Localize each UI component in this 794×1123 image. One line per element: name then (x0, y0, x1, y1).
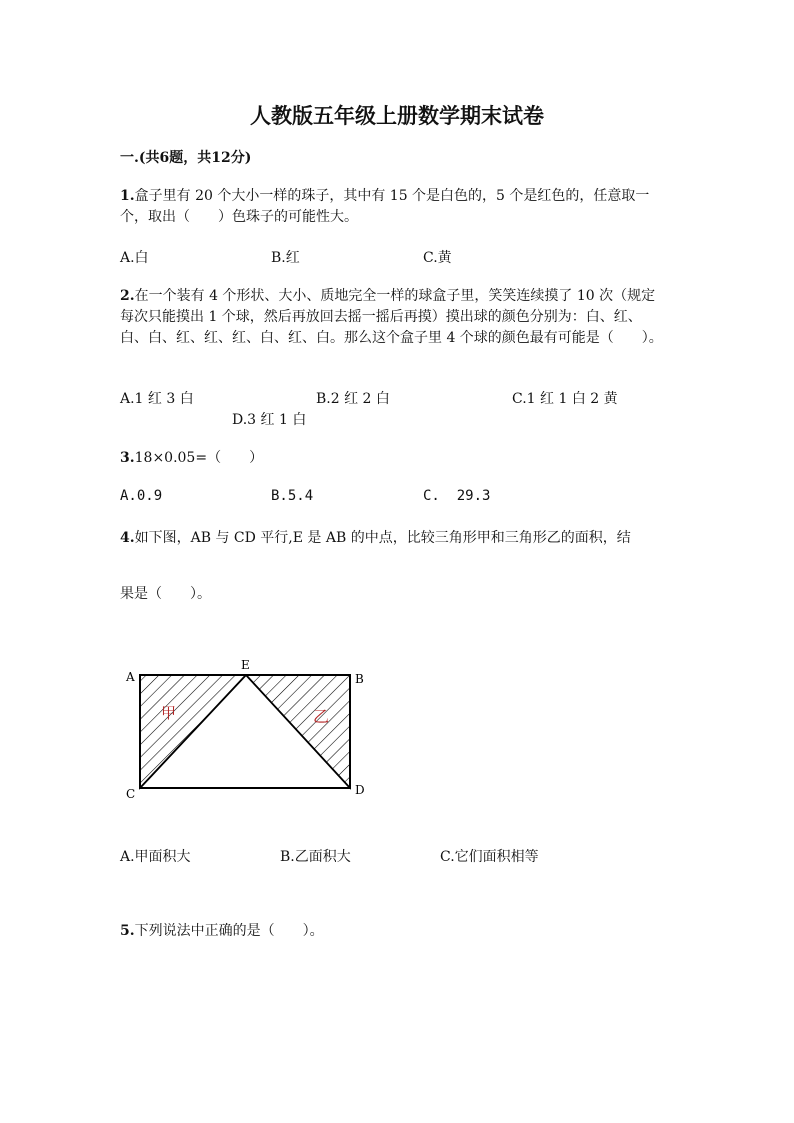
question-number: 1. (120, 188, 135, 204)
label-c: C (126, 787, 136, 801)
question-1 (120, 186, 668, 228)
option-b[interactable]: B.5.4 (271, 488, 314, 504)
question-text: 如下图，AB 与 CD 平行,E 是 AB 的中点，比较三角形甲和三角形乙的面积，结 (134, 530, 631, 546)
label-d: D (355, 783, 365, 797)
label-e: E (241, 658, 250, 672)
question-text: 18×0.05=（ ） (134, 450, 264, 466)
question-text: 盒子里有 20 个大小一样的珠子，其中有 15 个是白色的，5 个是红色的，任意取一个，取出（ ）色珠子的可能性大。 (120, 188, 650, 225)
label-yi: 乙 (313, 707, 330, 726)
geometry-figure (118, 652, 368, 807)
question-2 (120, 286, 668, 349)
question-text: 下列说法中正确的是（ ）。 (134, 923, 324, 939)
option-a[interactable]: A.1 红 3 白 (120, 391, 194, 407)
option-d[interactable]: D.3 红 1 白 (232, 412, 307, 428)
question-text: 在一个装有 4 个形状、大小、质地完全一样的球盒子里，笑笑连续摸了 10 次（规定每次只能摸出 1 个球，然后再放回去摇一摇后再摸）摸出球的颜色分别为：白、红、白、白、红、红、红、白、红、白。那么这个盒子里 4 个球的颜色最有可能是（ ）。 (120, 288, 663, 346)
option-a[interactable]: A.白 (120, 250, 149, 266)
question-5 (120, 921, 668, 942)
option-c[interactable]: C.黄 (423, 250, 452, 266)
page-title: 人教版五年级上册数学期末试卷 (250, 103, 544, 128)
option-a[interactable]: A.0.9 (120, 488, 163, 504)
question-3 (120, 448, 668, 469)
question-number: 5. (120, 923, 135, 939)
question-4-continuation: 果是（ ）。 (120, 586, 211, 602)
question-number: 4. (120, 530, 135, 546)
question-number: 2. (120, 288, 135, 304)
label-jia: 甲 (161, 704, 177, 722)
label-a: A (126, 670, 135, 684)
option-b[interactable]: B.乙面积大 (280, 849, 351, 865)
option-c[interactable]: C.它们面积相等 (440, 849, 539, 865)
section-heading: 一.(共6题，共12分) (120, 150, 252, 166)
question-4 (120, 528, 668, 549)
option-c[interactable]: C.1 红 1 白 2 黄 (512, 391, 618, 407)
option-a[interactable]: A.甲面积大 (120, 849, 191, 865)
option-b[interactable]: B.2 红 2 白 (316, 391, 390, 407)
option-c[interactable]: C. 29.3 (423, 488, 491, 504)
option-b[interactable]: B.红 (271, 250, 300, 266)
question-number: 3. (120, 450, 135, 466)
label-b: B (355, 672, 364, 686)
